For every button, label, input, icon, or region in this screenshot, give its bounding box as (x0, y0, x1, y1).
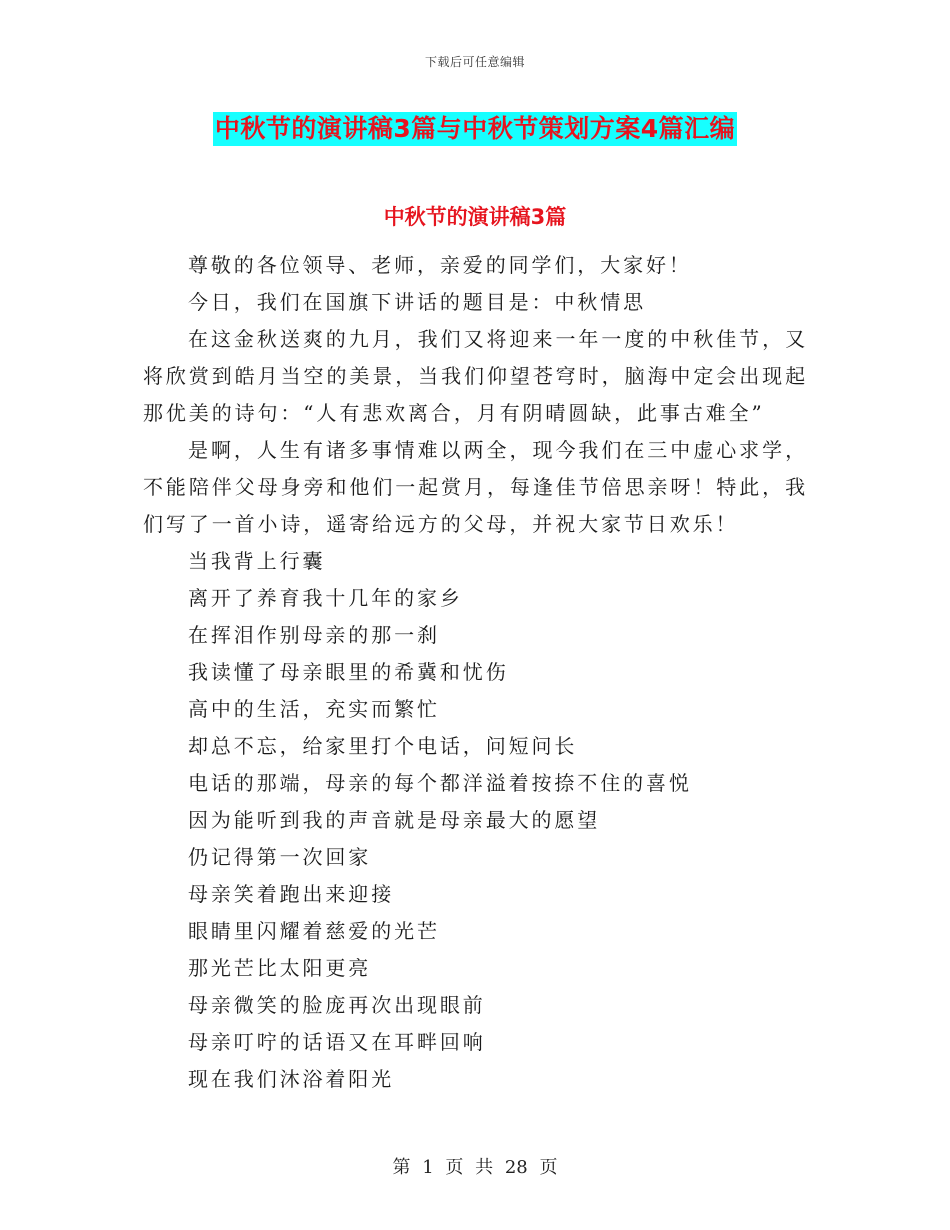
document-title: 中秋节的演讲稿3篇与中秋节策划方案4篇汇编 (213, 112, 737, 146)
paragraph: 是啊，人生有诸多事情难以两全，现今我们在三中虚心求学，不能陪伴父母身旁和他们一起赏月，每逢佳节倍思亲呀！特此，我们写了一首小诗，遥寄给远方的父母，并祝大家节日欢乐！ (143, 438, 808, 536)
paragraph: 在这金秋送爽的九月，我们又将迎来一年一度的中秋佳节，又将欣赏到皓月当空的美景，当我们仰望苍穹时，脑海中定会出现起那优美的诗句：“人有悲欢离合，月有阴晴圆缺，此事古难全” (143, 327, 808, 425)
poem-line: 眼睛里闪耀着慈爱的光芒 (188, 919, 440, 943)
poem-line: 仍记得第一次回家 (188, 845, 372, 869)
paragraph: 尊敬的各位领导、老师，亲爱的同学们，大家好！ (188, 253, 692, 277)
poem-line: 母亲叮咛的话语又在耳畔回响 (188, 1030, 486, 1054)
poem-line: 电话的那端，母亲的每个都洋溢着按捺不住的喜悦 (188, 771, 692, 795)
poem-line: 高中的生活，充实而繁忙 (188, 697, 440, 721)
poem-line: 在挥泪作别母亲的那一刹 (188, 623, 440, 647)
poem-line: 我读懂了母亲眼里的希冀和忧伤 (188, 660, 509, 684)
poem-line: 却总不忘，给家里打个电话，问短问长 (188, 734, 578, 758)
poem-line: 现在我们沐浴着阳光 (188, 1067, 395, 1091)
poem-line: 那光芒比太阳更亮 (188, 956, 372, 980)
poem-line: 母亲笑着跑出来迎接 (188, 882, 395, 906)
poem-line: 因为能听到我的声音就是母亲最大的愿望 (188, 808, 601, 832)
paragraph: 今日，我们在国旗下讲话的题目是：中秋情思 (188, 290, 646, 314)
page-header-note: 下载后可任意编辑 (424, 55, 525, 69)
poem-line: 母亲微笑的脸庞再次出现眼前 (188, 993, 486, 1017)
document-title-container (0, 112, 950, 146)
poem-line: 当我背上行囊 (188, 549, 326, 573)
section-title: 中秋节的演讲稿3篇 (383, 205, 567, 229)
page-number: 第 1 页 共 28 页 (392, 1157, 558, 1178)
poem-line: 离开了养育我十几年的家乡 (188, 586, 463, 610)
document-body (143, 247, 808, 1098)
